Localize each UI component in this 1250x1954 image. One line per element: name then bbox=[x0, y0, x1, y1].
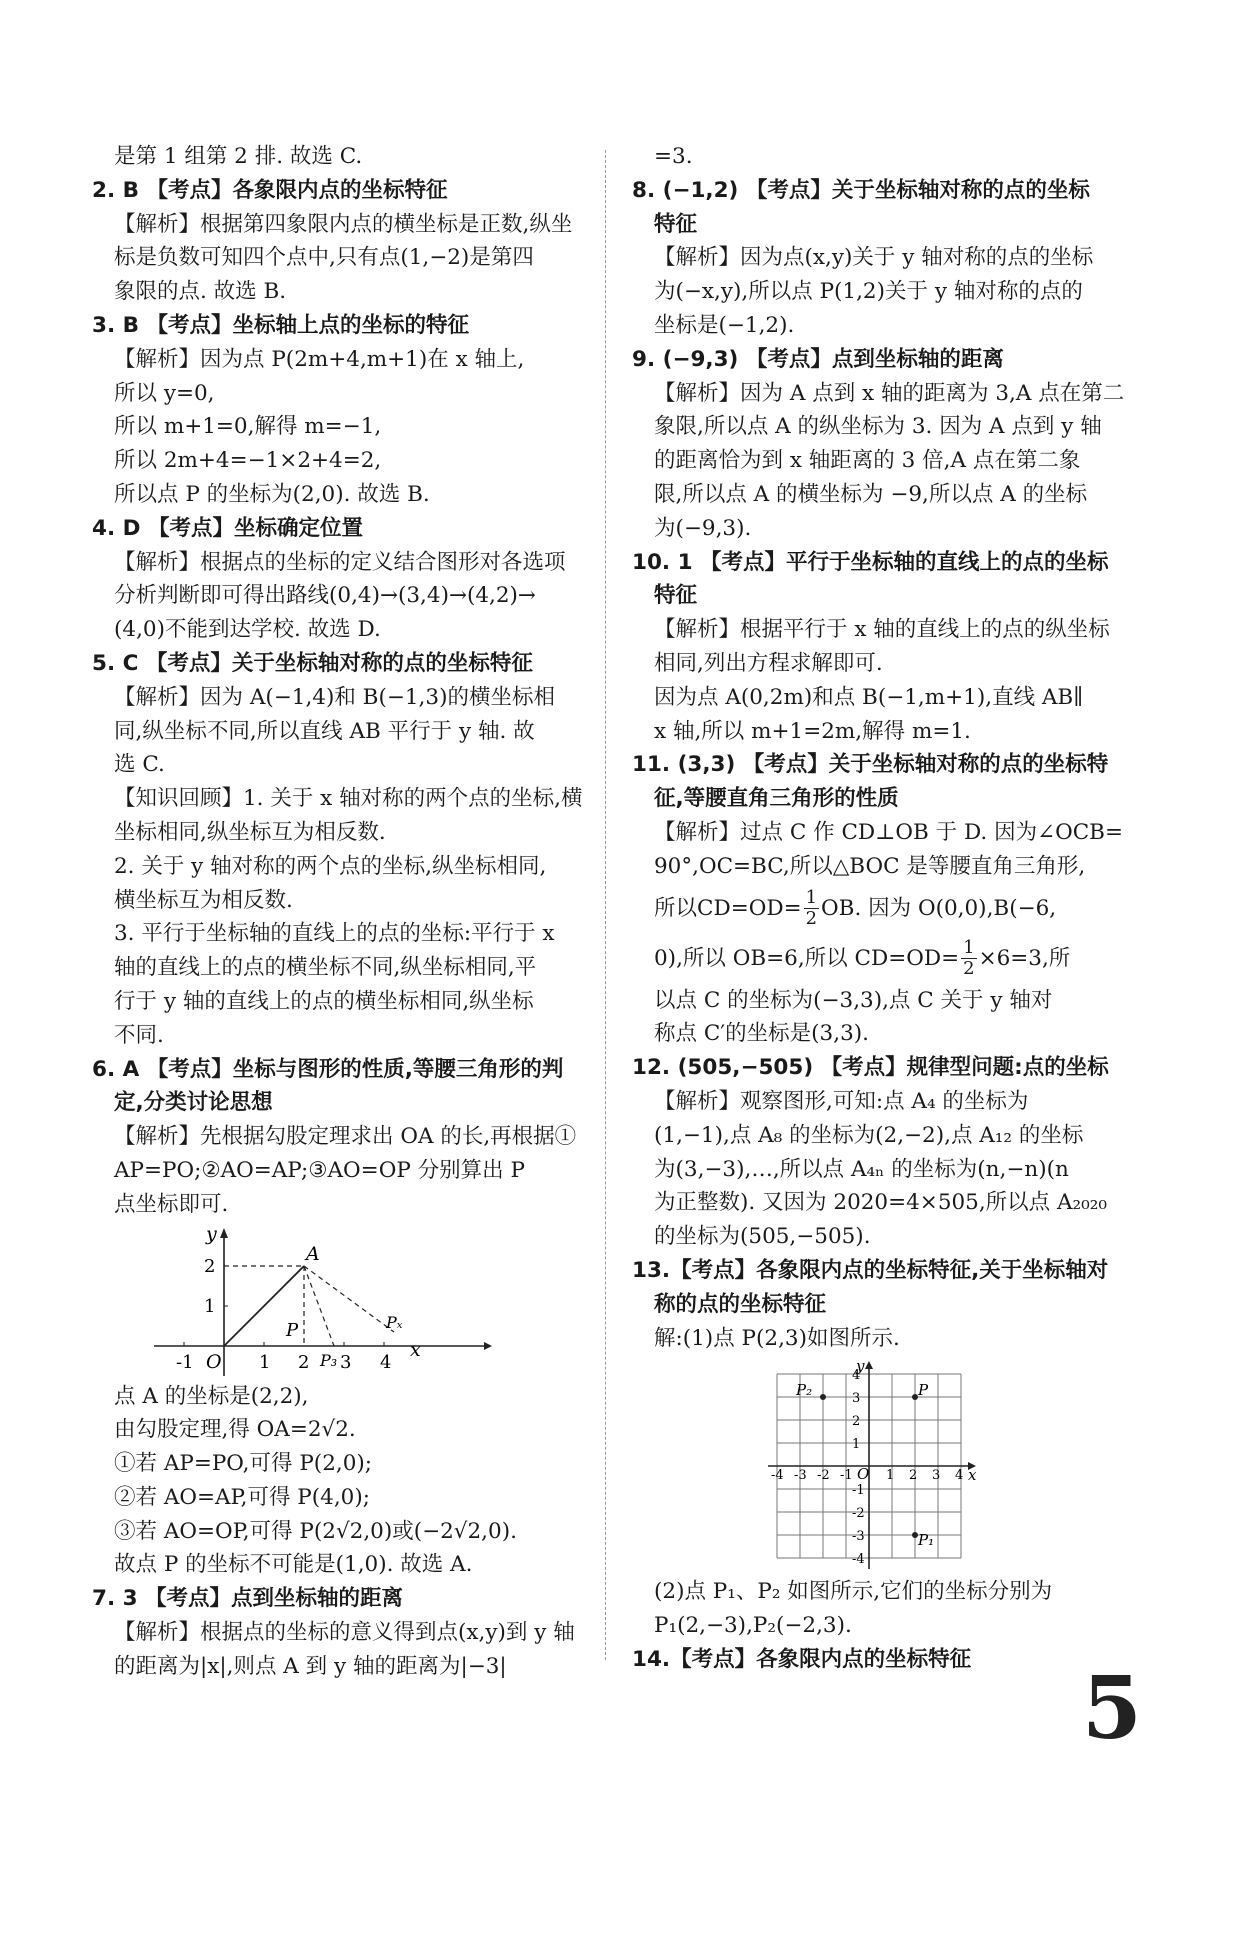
fig1-x-tick: 1 bbox=[259, 1351, 271, 1373]
fig2-y-tick: -3 bbox=[852, 1529, 865, 1545]
text-line: 【解析】根据点的坐标的意义得到点(x,y)到 y 轴 bbox=[114, 1620, 575, 1646]
figure-isosceles-coordinates bbox=[154, 1228, 494, 1376]
fig1-point-p-label: P bbox=[286, 1319, 299, 1341]
column-divider bbox=[605, 150, 606, 1660]
left-column bbox=[92, 140, 602, 1684]
text-line: AP=PO;②AO=AP;③AO=OP 分别算出 P bbox=[114, 1157, 525, 1183]
fig2-y-tick: -1 bbox=[852, 1483, 865, 1499]
fig1-y-label: y bbox=[206, 1227, 217, 1245]
text-line: 象限,所以点 A 的纵坐标为 3. 因为 A 点到 y 轴 bbox=[654, 414, 1102, 440]
question-heading: 11. (3,3) 【考点】关于坐标轴对称的点的坐标特 bbox=[632, 752, 1109, 778]
question-heading: 定,分类讨论思想 bbox=[114, 1090, 273, 1116]
text-line: 因为点 A(0,2m)和点 B(−1,m+1),直线 AB∥ bbox=[654, 684, 1084, 710]
question-heading: 10. 1 【考点】平行于坐标轴的直线上的点的坐标 bbox=[632, 549, 1109, 575]
fig2-y-tick: 3 bbox=[852, 1391, 861, 1407]
fig2-x-tick: 2 bbox=[909, 1468, 918, 1484]
text-line: 选 C. bbox=[114, 752, 165, 778]
fraction-denominator: 2 bbox=[805, 908, 818, 930]
fig2-origin-label: O bbox=[857, 1465, 870, 1484]
fraction-denominator: 2 bbox=[963, 958, 975, 980]
fig2-x-tick: -4 bbox=[771, 1468, 784, 1484]
text-line: 【解析】因为 A 点到 x 轴的距离为 3,A 点在第二 bbox=[654, 380, 1125, 406]
fig1-point-p3-label: P₃ bbox=[320, 1350, 338, 1370]
fig2-y-tick: -4 bbox=[852, 1552, 865, 1568]
text-line: 【解析】根据平行于 x 轴的直线上的点的纵坐标 bbox=[654, 617, 1110, 643]
text-line: 标是负数可知四个点中,只有点(1,−2)是第四 bbox=[114, 245, 534, 271]
fig2-point-p1-label: P₁ bbox=[918, 1531, 935, 1550]
question-heading: 9. (−9,3) 【考点】点到坐标轴的距离 bbox=[632, 346, 1004, 372]
fig2-x-tick: -3 bbox=[794, 1468, 807, 1484]
fraction-line-pre: 0),所以 OB=6,所以 CD=OD= bbox=[654, 945, 960, 971]
text-line: 2. 关于 y 轴对称的两个点的坐标,纵坐标相同, bbox=[114, 853, 547, 879]
text-line: 轴的直线上的点的横坐标不同,纵坐标相同,平 bbox=[114, 955, 537, 981]
text-line: (4,0)不能到达学校. 故选 D. bbox=[114, 617, 381, 643]
question-heading: 12. (505,−505) 【考点】规律型问题:点的坐标 bbox=[632, 1055, 1109, 1081]
text-line: (1,−1),点 A₈ 的坐标为(2,−2),点 A₁₂ 的坐标 bbox=[654, 1122, 1084, 1148]
fig1-x-label: x bbox=[410, 1338, 421, 1361]
fig2-point-p2-label: P₂ bbox=[796, 1381, 813, 1400]
text-line: (2)点 P₁、P₂ 如图所示,它们的坐标分别为 bbox=[654, 1579, 1053, 1605]
fig1-x-tick: 4 bbox=[380, 1351, 392, 1373]
fig2-y-tick: 1 bbox=[852, 1437, 861, 1453]
question-heading: 14.【考点】各象限内点的坐标特征 bbox=[632, 1646, 972, 1672]
text-line: 所以 m+1=0,解得 m=−1, bbox=[114, 414, 382, 440]
fig1-point-px-label: Pₓ bbox=[386, 1312, 403, 1332]
fig1-y-tick: 2 bbox=[204, 1255, 216, 1277]
question-heading: 6. A 【考点】坐标与图形的性质,等腰三角形的判 bbox=[92, 1056, 564, 1082]
right-column bbox=[632, 140, 1125, 1677]
fig2-y-tick: 4 bbox=[852, 1368, 861, 1384]
text-line: 为(−x,y),所以点 P(1,2)关于 y 轴对称的点的 bbox=[654, 279, 1083, 305]
question-heading: 特征 bbox=[654, 583, 698, 609]
fig1-origin-label: O bbox=[206, 1350, 222, 1373]
text-line: 故点 P 的坐标不可能是(1,0). 故选 A. bbox=[114, 1552, 473, 1578]
fig2-y-label: y bbox=[856, 1361, 865, 1376]
text-line: 【解析】因为 A(−1,4)和 B(−1,3)的横坐标相 bbox=[114, 684, 555, 710]
text-line: =3. bbox=[654, 144, 693, 169]
text-line: 的距离恰为到 x 轴距离的 3 倍,A 点在第二象 bbox=[654, 448, 1081, 474]
figure-grid-coordinates bbox=[760, 1361, 980, 1571]
text-line: 【解析】因为点(x,y)关于 y 轴对称的点的坐标 bbox=[654, 245, 1094, 271]
text-line: 90°,OC=BC,所以△BOC 是等腰直角三角形, bbox=[654, 853, 1086, 879]
text-line: 所以点 P 的坐标为(2,0). 故选 B. bbox=[114, 481, 430, 507]
left-text-block-after-figure bbox=[92, 1380, 602, 1684]
text-line: ②若 AO=AP,可得 P(4,0); bbox=[114, 1484, 370, 1510]
fraction-numerator: 1 bbox=[963, 937, 975, 959]
fig2-y-tick: -2 bbox=[852, 1506, 865, 1522]
text-line: P₁(2,−3),P₂(−2,3). bbox=[654, 1613, 852, 1639]
text-line: 点 A 的坐标是(2,2), bbox=[114, 1383, 309, 1409]
text-line: 【知识回顾】1. 关于 x 轴对称的两个点的坐标,横 bbox=[114, 786, 583, 812]
question-heading: 征,等腰直角三角形的性质 bbox=[654, 786, 899, 812]
page-number: 5 bbox=[1082, 1658, 1142, 1759]
question-heading: 称的点的坐标特征 bbox=[654, 1291, 827, 1317]
text-line: 坐标相同,纵坐标互为相反数. bbox=[114, 819, 386, 845]
fig1-point-a-label: A bbox=[306, 1242, 320, 1265]
fig2-x-tick: -1 bbox=[840, 1468, 853, 1484]
fraction bbox=[804, 888, 819, 929]
text-line: 3. 平行于坐标轴的直线上的点的坐标:平行于 x bbox=[114, 921, 555, 947]
fig1-x-tick: -1 bbox=[176, 1351, 194, 1373]
text-line: 所以 2m+4=−1×2+4=2, bbox=[114, 448, 382, 474]
text-line: ③若 AO=OP,可得 P(2√2,0)或(−2√2,0). bbox=[114, 1518, 517, 1544]
text-line: 解:(1)点 P(2,3)如图所示. bbox=[654, 1325, 900, 1351]
text-line: x 轴,所以 m+1=2m,解得 m=1. bbox=[654, 718, 971, 744]
fig2-point-p-label: P bbox=[918, 1381, 929, 1400]
text-line: 不同. bbox=[114, 1022, 164, 1048]
right-text-block-after-figure bbox=[632, 1575, 1120, 1676]
text-line: 以点 C 的坐标为(−3,3),点 C 关于 y 轴对 bbox=[654, 987, 1053, 1013]
question-heading: 特征 bbox=[654, 211, 698, 237]
text-line: 限,所以点 A 的横坐标为 −9,所以点 A 的坐标 bbox=[654, 481, 1088, 507]
question-heading: 7. 3 【考点】点到坐标轴的距离 bbox=[92, 1586, 404, 1612]
fraction-numerator: 1 bbox=[805, 887, 818, 909]
question-heading: 8. (−1,2) 【考点】关于坐标轴对称的点的坐标 bbox=[632, 177, 1090, 203]
text-line: 称点 C′的坐标是(3,3). bbox=[654, 1021, 869, 1047]
text-line: 象限的点. 故选 B. bbox=[114, 279, 287, 305]
text-line: 由勾股定理,得 OA=2√2. bbox=[114, 1417, 356, 1443]
fig1-x-tick: 2 bbox=[298, 1351, 310, 1373]
text-line: 为(−9,3). bbox=[654, 515, 752, 541]
text-line: 【解析】先根据勾股定理求出 OA 的长,再根据① bbox=[114, 1124, 577, 1150]
fig2-x-tick: -2 bbox=[817, 1468, 830, 1484]
fig2-x-tick: 4 bbox=[955, 1468, 964, 1484]
text-line: 【解析】过点 C 作 CD⊥OB 于 D. 因为∠OCB= bbox=[654, 819, 1124, 845]
left-text-block bbox=[92, 140, 602, 1222]
fig2-y-tick: 2 bbox=[852, 1414, 861, 1430]
fig2-x-label: x bbox=[968, 1466, 977, 1485]
fraction-line-post: OB. 因为 O(0,0),B(−6, bbox=[821, 895, 1057, 921]
text-line: 是第 1 组第 2 排. 故选 C. bbox=[114, 144, 363, 169]
text-line: 同,纵坐标不同,所以直线 AB 平行于 y 轴. 故 bbox=[114, 718, 535, 744]
text-line: 【解析】根据第四象限内点的横坐标是正数,纵坐 bbox=[114, 211, 573, 237]
text-line: 为正整数). 又因为 2020=4×505,所以点 A₂₀₂₀ bbox=[654, 1190, 1108, 1216]
text-line: 横坐标互为相反数. bbox=[114, 887, 293, 913]
fraction bbox=[961, 938, 976, 979]
fig2-x-tick: 3 bbox=[932, 1468, 941, 1484]
fraction-line-post: ×6=3,所 bbox=[978, 945, 1071, 971]
text-line: 坐标是(−1,2). bbox=[654, 312, 795, 338]
question-heading: 13.【考点】各象限内点的坐标特征,关于坐标轴对 bbox=[632, 1257, 1109, 1283]
text-line: 【解析】观察图形,可知:点 A₄ 的坐标为 bbox=[654, 1088, 1029, 1114]
fig1-x-tick: 3 bbox=[340, 1351, 352, 1373]
text-line: 的距离为|x|,则点 A 到 y 轴的距离为|−3| bbox=[114, 1653, 507, 1679]
text-line: 的坐标为(505,−505). bbox=[654, 1224, 871, 1250]
right-text-block-middle bbox=[632, 984, 1120, 1356]
right-text-block bbox=[632, 140, 1125, 884]
fraction-line bbox=[632, 934, 1120, 984]
question-heading: 4. D 【考点】坐标确定位置 bbox=[92, 515, 363, 541]
text-line: 点坐标即可. bbox=[114, 1191, 229, 1217]
question-heading: 3. B 【考点】坐标轴上点的坐标的特征 bbox=[92, 312, 469, 338]
fraction-line bbox=[632, 884, 1120, 934]
fig2-x-tick: 1 bbox=[886, 1468, 895, 1484]
text-line: 【解析】因为点 P(2m+4,m+1)在 x 轴上, bbox=[114, 346, 525, 372]
fig1-y-tick: 1 bbox=[204, 1295, 216, 1317]
fraction-line-pre: 所以CD=OD= bbox=[654, 895, 802, 921]
text-line: 所以 y=0, bbox=[114, 380, 215, 406]
text-line: 为(3,−3),…,所以点 A₄ₙ 的坐标为(n,−n)(n bbox=[654, 1156, 1069, 1182]
text-line: 相同,列出方程求解即可. bbox=[654, 650, 883, 676]
text-line: ①若 AP=PO,可得 P(2,0); bbox=[114, 1451, 373, 1477]
text-line: 分析判断即可得出路线(0,4)→(3,4)→(4,2)→ bbox=[114, 583, 536, 609]
text-line: 【解析】根据点的坐标的定义结合图形对各选项 bbox=[114, 549, 566, 575]
question-heading: 2. B 【考点】各象限内点的坐标特征 bbox=[92, 177, 448, 203]
text-line: 行于 y 轴的直线上的点的横坐标相同,纵坐标 bbox=[114, 988, 534, 1014]
question-heading: 5. C 【考点】关于坐标轴对称的点的坐标特征 bbox=[92, 650, 533, 676]
